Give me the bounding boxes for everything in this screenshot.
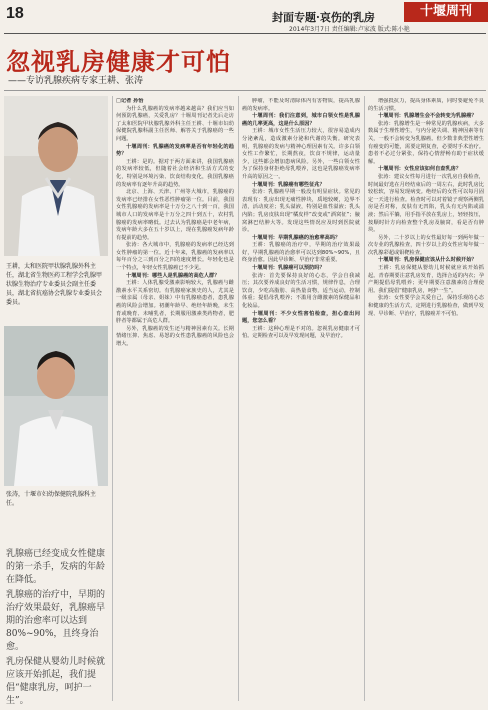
paragraph: 北京、上海、天津、广州等大城市，乳腺癌的发病率已经排在女性恶性肿瘤第一位。目前，我国女性乳腺癌的发病率是十万分之八十到一百，我国城市人口的发病率是十万分之四十到五十，农村乳腺癌的发病率略低。过去认为乳腺癌是中老年病，发病年龄大多在五十岁以上，现在乳腺癌发病年龄有提前的趋势。	[116, 189, 234, 241]
question: 十堰周刊：我们注意到，城市白领女性是乳腺癌的几率更高，这是什么原因？	[242, 113, 360, 127]
paragraph: 王耕：人体乳腺受激素影响较大，乳腺癌与雌激素水平关系密切。有乳腺癌家族史的人，尤其是一级亲属（母亲、姐妹）中有乳腺癌患者，患乳腺癌的风险会增加。初潮年龄早、绝经年龄晚，未生育或晚育、未哺乳者，长期服用激素类药物者，肥胖者等都属于高危人群。	[116, 280, 234, 325]
paragraph: 另外，二十岁以上的女性最好每一到两年做一次专业的乳腺检查，四十岁以上的女性应每年做一次乳腺彩超或钼靶检查。	[368, 234, 484, 256]
paragraph: 王耕：城市女性生活压力较大，很容易造成内分泌紊乱，造成激素分泌和代谢的失衡。研究表明，乳腺癌的发病与精神心理因素有关。许多白领女性工作繁忙，长期熬夜，饮食不规律，运动量少，这些都会增加患病风险。另外，一些白领女性为了保持身材拒绝母乳喂养，这也是乳腺癌发病率升高的原因之一。	[242, 128, 360, 180]
headline: 忽视乳房健康才可怕	[6, 47, 231, 76]
column-divider	[364, 96, 365, 701]
article-column-2	[242, 98, 360, 701]
paragraph: 王耕：乳房保健从婴幼儿时候就应该开始抓起。青春期要注意乳房发育，选择合适的内衣；孕产期提倡母乳喂养；更年期要注意激素的合理使用。我们提倡“健康乳房，呵护一生”。	[368, 265, 484, 294]
dateline: 2014年3月7日 责任编辑:卢家波 版式:陈小艳	[289, 26, 410, 33]
question: 十堰周刊：乳腺癌可以预防吗？	[252, 265, 325, 272]
column-divider	[238, 96, 239, 701]
paragraph: 张涛：首先要保持良好的心态，学会自我减压；其次要养成良好的生活习惯，规律作息，合理饮食，少吃高脂肪、高热量食物，适当运动，控制体重；提倡母乳喂养；不滥用含雌激素的保健品和化妆品。	[242, 272, 360, 310]
question: 十堰周刊：乳房保健应该从什么时候开始？	[378, 257, 477, 264]
paragraph: 增强抵抗力，提高身体素质，同时要避免不良的生活习惯。	[368, 98, 484, 112]
masthead-brand: 十堰周刊	[404, 2, 488, 22]
lead-paragraph: 乳腺癌已经变成女性健康的第一杀手，发病的年龄在降低。	[6, 549, 106, 585]
paragraph: 为什么乳腺癌的发病率越来越高？我们应当如何预防乳腺癌，关爱乳房？十堰周刊记者先后走访了太和医院甲状腺乳腺外科主任王耕、十堰市妇幼保健院乳腺科副主任医师、解答关于乳腺癌的一些问题。	[116, 105, 234, 142]
expert-photo-zhang	[4, 326, 108, 486]
expert-photo-wang	[4, 96, 108, 256]
question: 十堰周刊：哪些人是乳腺癌的高危人群？	[126, 272, 220, 279]
question: 十堰周刊：乳腺癌有哪些征兆？	[252, 181, 325, 188]
paragraph: 王耕：乳腺癌的治疗中，早期的治疗效果最好，早期乳腺癌的治愈率可以达到80%~90%，且终身治愈。因此早诊断、早治疗非常重要。	[242, 242, 360, 264]
header-rule	[4, 33, 486, 34]
title-rule	[4, 90, 486, 91]
paragraph: 另外，乳腺癌的发生还与精神因素有关。长期情绪压抑、焦虑、易怒的女性患乳腺癌的风险也会增大。	[116, 325, 234, 347]
article-column-1	[116, 98, 234, 701]
question: 十堰周刊：不少女性害怕检查，担心查出问题，您怎么看？	[242, 310, 360, 325]
question: 十堰周刊：早期乳腺癌的治愈率高吗？	[252, 234, 341, 241]
caption-zhang: 张涛，十堰市妇幼保健院乳腺科主任。	[6, 491, 97, 507]
question: 十堰周刊：乳腺增生会不会转变为乳腺癌？	[378, 113, 477, 120]
question: 十堰周刊：女性应该如何自查乳房？	[378, 166, 462, 173]
paragraph: 王耕：这种心理是不对的。忽视乳房健康才可怕。定期检查可以及早发现问题，及早治疗。	[242, 325, 360, 340]
lead-paragraph: 乳腺癌的治疗中，早期的治疗效果最好，乳腺癌早期的治愈率可以达到80%~90%，且终身治愈。	[6, 590, 106, 652]
paragraph: 张涛：建议女性每月进行一次乳房自我检查，时间最好选在月经结束后的一周左右，此时乳房比较松软，容易发现病变。绝经后的女性可以每月固定一天进行检查。检查时可以对着镜子观察两侧乳房是否对称，皮肤有无凹陷，乳头有无内陷或溢液；然后平躺，用手指平放在乳房上，轻轻按压，按顺时针方向检查整个乳房及腋窝，看是否有肿块。	[368, 173, 484, 234]
paragraph: 肿瘤，不能及时清除体内有害物质，提高乳腺癌的发病率。	[242, 98, 360, 112]
section-topic: 封面专题·哀伤的乳房	[272, 11, 375, 24]
column-divider	[112, 96, 113, 701]
paragraph: 张涛：各大城市中，乳腺癌的发病率已经达到女性肿瘤的第一位。近十年来，乳腺癌的发病率以每年百分之三到百分之四的速度增长。年轻化也是一个特点，年轻女性乳腺癌已不少见。	[116, 242, 234, 272]
subheadline: ——专访乳腺疾病专家王耕、张涛	[8, 76, 144, 86]
lead-summary	[6, 548, 106, 710]
caption-wang: 王耕，太和医院甲状腺乳腺外科主任，湖北省生物医药工程学会乳腺甲状腺生物治疗专业委员会副主任委员，湖北省抗癌协会乳腺专业委员会委员。	[6, 263, 103, 306]
question: 十堰周刊：乳腺癌的发病率是否有年轻化的趋势？	[116, 143, 234, 158]
paragraph: 张涛：乳腺增生是一种常见的乳腺疾病，大多数属于生理性增生，与内分泌失调、精神因素等有关，一般不会转变为乳腺癌。但少数非典型性增生有癌变的可能，需要定期复查，必要时手术治疗。患者不必过分紧张，保持心情舒畅有助于症状缓解。	[368, 120, 484, 165]
page-number: 18	[6, 5, 24, 22]
paragraph: 张涛：乳腺癌早期一般没有明显症状。常见的表现有：乳房出现无痛性肿块，质地较硬，边界不清，活动度差；乳头溢液，特别是血性溢液；乳头内陷；乳房皮肤出现“橘皮样”改变或“酒窝征”；腋窝淋巴结肿大等。发现这些情况应及时到医院就诊。	[242, 189, 360, 234]
byline: □记者 孙怡	[116, 98, 144, 104]
paragraph: 张涛：女性要学会关爱自己，保持乐观的心态和健康的生活方式，定期进行乳腺检查，做到早发现、早诊断、早治疗，乳腺癌并不可怕。	[368, 295, 484, 317]
paragraph: 王耕：是的。据对于两方面来讲，我国乳腺癌的发病率较低，但随着社会经济和生活方式的变化，特别是环境污染、饮食结构变化，我国乳腺癌的发病率有逐年升高的趋势。	[116, 158, 234, 188]
article-column-3	[368, 98, 484, 701]
lead-paragraph: 乳房保健从婴幼儿时候就应该开始抓起，我们提倡“健康乳房，呵护一生”。	[6, 657, 106, 706]
